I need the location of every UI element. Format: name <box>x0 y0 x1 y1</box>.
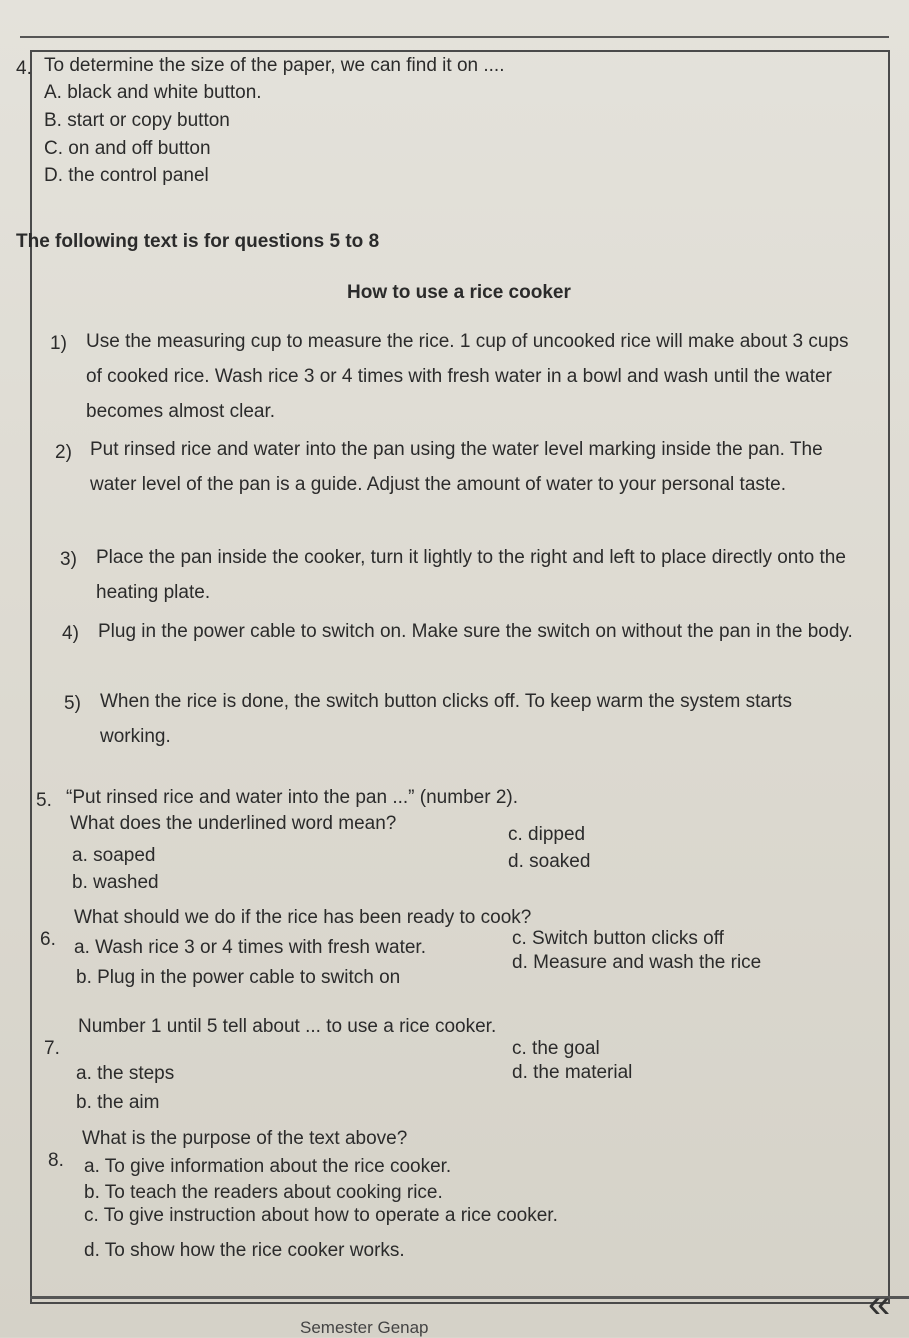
step-4-number: 4) <box>62 623 79 644</box>
q5-number: 5. <box>36 790 52 811</box>
q7-question: Number 1 until 5 tell about ... to use a rice cooker. <box>78 1016 497 1037</box>
q8-number: 8. <box>48 1150 64 1171</box>
footer-semester: Semester Genap <box>300 1318 429 1337</box>
step-1-text: Use the measuring cup to measure the rice. 1 cup of uncooked rice will make about 3 cups of cooked rice. Wash rice 3 or 4 times with fresh water in a bowl and wash until the water becomes almost clear. <box>86 331 849 422</box>
q8-option-c: c. To give instruction about how to operate a rice cooker. <box>84 1205 558 1226</box>
q6-option-d: d. Measure and wash the rice <box>512 952 762 973</box>
q8-option-a: a. To give information about the rice cooker. <box>84 1156 452 1177</box>
step-5-text: When the rice is done, the switch button clicks off. To keep warm the system starts working. <box>100 691 793 747</box>
q7-option-c: c. the goal <box>512 1038 600 1059</box>
q7-option-a: a. the steps <box>76 1063 175 1084</box>
q8-question: What is the purpose of the text above? <box>82 1128 408 1149</box>
q4-option-a: A. black and white button. <box>44 82 262 103</box>
q6-question: What should we do if the rice has been ready to cook? <box>74 907 532 928</box>
q5-option-c: c. dipped <box>508 824 586 845</box>
passage-title: How to use a rice cooker <box>347 282 571 303</box>
q4-option-d: D. the control panel <box>44 165 209 186</box>
q5-line2: What does the underlined word mean? <box>70 813 397 834</box>
bottom-rule <box>30 1296 909 1299</box>
step-2-text: Put rinsed rice and water into the pan using the water level marking inside the pan. The water level of the pan is a guide. Adjust the amount of water to your personal taste. <box>90 439 823 495</box>
top-rule <box>20 36 889 38</box>
q5-line1: “Put rinsed rice and water into the pan ...” (number 2). <box>66 787 518 808</box>
q8-option-d: d. To show how the rice cooker works. <box>84 1240 405 1261</box>
step-2-number: 2) <box>55 442 72 463</box>
q6-option-c: c. Switch button clicks off <box>512 928 724 949</box>
q4-option-b: B. start or copy button <box>44 110 230 131</box>
q5-option-d: d. soaked <box>508 851 591 872</box>
step-5-number: 5) <box>64 693 81 714</box>
step-4-text: Plug in the power cable to switch on. Make sure the switch on without the pan in the body. <box>98 621 853 642</box>
step-3-number: 3) <box>60 549 77 570</box>
q7-option-b: b. the aim <box>76 1092 160 1113</box>
q6-option-a: a. Wash rice 3 or 4 times with fresh water. <box>74 937 426 958</box>
q7-option-d: d. the material <box>512 1062 633 1083</box>
double-chevron-icon: « <box>868 1282 891 1326</box>
q7-number: 7. <box>44 1038 60 1059</box>
step-3-text: Place the pan inside the cooker, turn it lightly to the right and left to place directly onto the heating plate. <box>96 547 846 603</box>
q5-option-b: b. washed <box>72 872 159 893</box>
q4-number: 4. <box>16 58 32 79</box>
q6-number: 6. <box>40 929 56 950</box>
q5-option-a: a. soaped <box>72 845 156 866</box>
q8-option-b: b. To teach the readers about cooking rice. <box>84 1182 443 1203</box>
q4-option-c: C. on and off button <box>44 138 211 159</box>
step-1-number: 1) <box>50 333 67 354</box>
q4-question: To determine the size of the paper, we can find it on .... <box>44 55 505 76</box>
passage-intro: The following text is for questions 5 to 8 <box>16 231 380 252</box>
q6-option-b: b. Plug in the power cable to switch on <box>76 967 401 988</box>
